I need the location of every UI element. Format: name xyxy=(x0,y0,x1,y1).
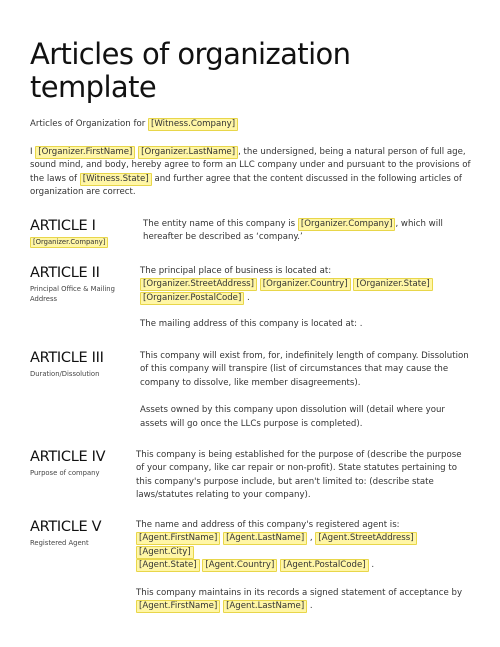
article-paragraph: Assets owned by this company upon dissolution will (detail where your assets will go once the LLCs purpose is completed). xyxy=(140,405,445,429)
article-heading xyxy=(30,265,132,304)
witness-state-field[interactable]: [Witness.State] xyxy=(80,173,152,186)
article-heading xyxy=(30,218,132,248)
agent-first-name-field[interactable]: [Agent.FirstName] xyxy=(136,600,220,613)
article-title: ARTICLE III xyxy=(30,350,104,366)
organizer-first-name-field[interactable]: [Organizer.FirstName] xyxy=(35,146,135,159)
article-paragraph xyxy=(143,218,468,245)
article-title: ARTICLE I xyxy=(30,218,96,234)
organizer-company-field[interactable]: [Organizer.Company] xyxy=(298,218,396,231)
acceptance-paragraph: This company maintains in its records a signed statement of acceptance by [Agent.FirstName] [Agent.LastName] . xyxy=(136,587,463,612)
agent-country-field[interactable]: [Agent.Country] xyxy=(202,559,277,572)
article-body xyxy=(140,265,470,346)
article-text: This company maintains in its records a signed statement of acceptance by xyxy=(136,587,463,598)
declaration-text: , the undersigned, being a natural person of full age, sound mind, and body, hereby agree to form an LLC company under and pursuant to the provisions of the laws of xyxy=(30,147,471,184)
article-text: , which will hereafter be described as ‘company.’ xyxy=(143,219,443,243)
article-body xyxy=(136,449,472,517)
agent-street-address-field[interactable]: [Agent.StreetAddress] xyxy=(315,532,416,545)
article-text: The entity name of this company is xyxy=(143,219,296,229)
article-title: ARTICLE II xyxy=(30,265,100,281)
article-title: ARTICLE V xyxy=(30,519,102,535)
principal-address-paragraph: The principal place of business is located at: [Organizer.StreetAddress] [Organizer.Country] [Organizer.State] [Organizer.PostalCode] . xyxy=(140,265,470,305)
agent-state-field[interactable]: [Agent.State] xyxy=(136,559,200,572)
organizer-company-field[interactable]: [Organizer.Company] xyxy=(30,237,108,248)
organizer-last-name-field[interactable]: [Organizer.LastName] xyxy=(138,146,238,159)
article-subtitle xyxy=(30,237,132,248)
agent-city-field[interactable]: [Agent.City] xyxy=(136,546,194,559)
declaration-text: and further agree that the content discussed in the following articles of organization are correct. xyxy=(30,173,462,198)
article-body xyxy=(143,218,468,259)
article-heading xyxy=(30,449,132,478)
article-subtitle: Principal Office & Mailing Address xyxy=(30,285,115,303)
article-body xyxy=(136,519,472,627)
organizer-street-address-field[interactable]: [Organizer.StreetAddress] xyxy=(140,278,257,291)
mailing-address-paragraph: The mailing address of this company is located at: . xyxy=(140,319,363,330)
organizer-postal-code-field[interactable]: [Organizer.PostalCode] xyxy=(140,292,244,305)
declaration-text: I xyxy=(30,147,33,157)
article-subtitle: Registered Agent xyxy=(30,539,89,547)
witness-company-field[interactable]: [Witness.Company] xyxy=(148,118,238,131)
intro-line xyxy=(30,118,238,131)
registered-agent-paragraph: The name and address of this company's registered agent is: [Agent.FirstName] [Agent.LastName] , [Agent.StreetAddress] [Agent.City] [Agent.State] [Agent.Country] [Agent.PostalCode] . xyxy=(136,519,472,573)
organizer-country-field[interactable]: [Organizer.Country] xyxy=(260,278,351,291)
article-paragraph: This company is being established for the purpose of (describe the purpose of your company, like car repair or non-profit). State statutes pertaining to this company's purpose include, but aren't limited to: (describe state laws/statutes relating to your company). xyxy=(136,450,462,501)
article-subtitle: Purpose of company xyxy=(30,469,100,477)
page-title: Articles of organization template xyxy=(30,37,351,104)
organizer-state-field[interactable]: [Organizer.State] xyxy=(353,278,432,291)
article-subtitle: Duration/Dissolution xyxy=(30,370,100,378)
agent-postal-code-field[interactable]: [Agent.PostalCode] xyxy=(280,559,369,572)
agent-first-name-field[interactable]: [Agent.FirstName] xyxy=(136,532,220,545)
agent-last-name-field[interactable]: [Agent.LastName] xyxy=(223,532,307,545)
article-paragraph: This company will exist from, for, indefinitely length of company. Dissolution of this company will transpire (list of circumstances that may cause the company to dissolve, like member disagreements). xyxy=(140,351,469,388)
article-text: The name and address of this company's registered agent is: xyxy=(136,520,400,530)
article-heading xyxy=(30,350,132,379)
article-heading xyxy=(30,519,132,548)
intro-text: Articles of Organization for xyxy=(30,119,146,129)
article-title: ARTICLE IV xyxy=(30,449,106,465)
agent-last-name-field[interactable]: [Agent.LastName] xyxy=(223,600,307,613)
article-text: The principal place of business is located at: xyxy=(140,266,332,276)
article-body xyxy=(140,350,470,445)
declaration-paragraph xyxy=(30,146,476,200)
